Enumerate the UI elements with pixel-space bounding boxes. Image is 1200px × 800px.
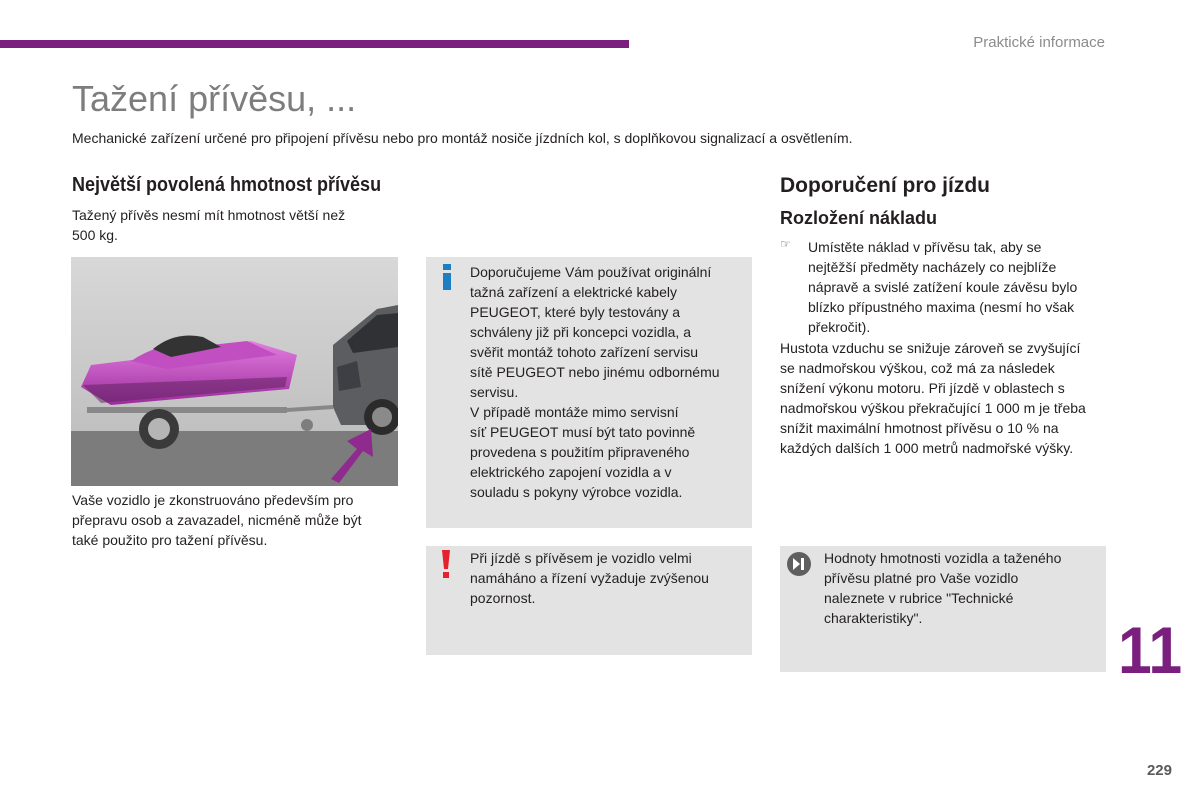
bullet-line: nápravě a svislé zatížení koule závěsu bylo xyxy=(808,279,1078,295)
weight-text-line-2: 500 kg. xyxy=(72,227,118,243)
info-line: síť PEUGEOT musí být tato povinně xyxy=(470,424,696,440)
max-weight-heading: Největší povolená hmotnost přívěsu xyxy=(72,174,382,196)
altitude-line: snížení výkonu motoru. Při jízdě v oblastech s xyxy=(780,380,1065,396)
altitude-line: snížit maximální hmotnost přívěsu o 10 % na xyxy=(780,420,1059,436)
caption-line-1: Vaše vozidlo je zkonstruováno především pro xyxy=(72,492,354,508)
header-accent-bar xyxy=(0,40,629,48)
altitude-line: Hustota vzduchu se snižuje zároveň se zvyšující xyxy=(780,340,1081,356)
warning-icon xyxy=(440,550,452,578)
altitude-line: nadmořskou výškou překračující 1 000 m je třeba xyxy=(780,400,1086,416)
load-distribution-heading: Rozložení nákladu xyxy=(780,208,938,228)
tip-line: přívěsu platné pro Vaše vozidlo xyxy=(824,570,1019,586)
bullet-line: překročit). xyxy=(808,319,871,335)
bullet-line: Umístěte náklad v přívěsu tak, aby se xyxy=(808,239,1042,255)
bullet-line: nejtěžší předměty nacházely co nejblíže xyxy=(808,259,1057,275)
fast-forward-icon xyxy=(787,552,811,576)
info-line: Doporučujeme Vám používat originální xyxy=(470,264,712,280)
towing-illustration xyxy=(71,257,398,486)
hand-pointer-icon: ☞ xyxy=(780,237,791,251)
weight-text-line-1: Tažený přívěs nesmí mít hmotnost větší než xyxy=(72,207,346,223)
tip-line: Hodnoty hmotnosti vozidla a taženého xyxy=(824,550,1062,566)
chapter-number: 11 xyxy=(1118,613,1183,687)
altitude-line: se nadmořskou výškou, což má za následek xyxy=(780,360,1055,376)
warning-line: Při jízdě s přívěsem je vozidlo velmi xyxy=(470,550,692,566)
info-line: elektrického zapojení vozidla a v xyxy=(470,464,672,480)
info-line: svěřit montáž tohoto zařízení servisu xyxy=(470,344,698,360)
section-label: Praktické informace xyxy=(973,34,1105,51)
caption-line-3: také použito pro tažení přívěsu. xyxy=(72,532,268,548)
info-line: V případě montáže mimo servisní xyxy=(470,404,679,420)
info-line: schváleny již při koncepci vozidla, a xyxy=(470,324,691,340)
info-line: sítě PEUGEOT nebo jinému odbornému xyxy=(470,364,720,380)
info-line: tažná zařízení a elektrické kabely xyxy=(470,284,677,300)
intro-text: Mechanické zařízení určené pro připojení přívěsu nebo pro montáž nosiče jízdních kol, s doplňkovou signalizací a osvětlením. xyxy=(72,130,853,146)
info-line: servisu. xyxy=(470,384,519,400)
info-line: souladu s pokyny výrobce vozidla. xyxy=(470,484,683,500)
page-number: 229 xyxy=(1146,762,1172,779)
tip-line: charakteristiky". xyxy=(824,610,923,626)
info-line: provedena s použitím připraveného xyxy=(470,444,690,460)
warning-line: pozornost. xyxy=(470,590,536,606)
caption-line-2: přepravu osob a zavazadel, nicméně může být xyxy=(72,512,362,528)
warning-line: namáháno a řízení vyžaduje zvýšenou xyxy=(470,570,709,586)
info-icon xyxy=(440,264,454,290)
page-title: Tažení přívěsu, ... xyxy=(72,78,357,119)
altitude-line: každých dalších 1 000 metrů nadmořské výšky. xyxy=(780,440,1074,456)
tip-line: naleznete v rubrice "Technické xyxy=(824,590,1014,606)
bullet-line: blízko přípustného maxima (nesmí ho však xyxy=(808,299,1075,315)
driving-advice-heading: Doporučení pro jízdu xyxy=(780,174,990,197)
info-line: PEUGEOT, které byly testovány a xyxy=(470,304,681,320)
